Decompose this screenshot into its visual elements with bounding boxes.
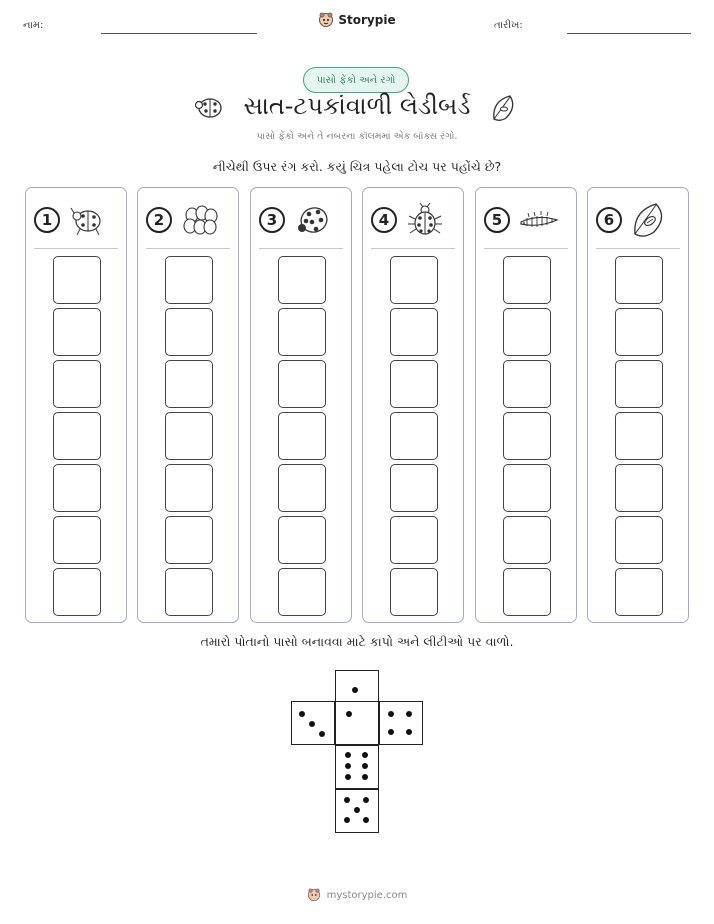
color-box[interactable] [53, 568, 101, 616]
footer-site[interactable]: mystorypie.com [326, 889, 408, 901]
pip [319, 731, 325, 737]
column-3 [250, 187, 352, 623]
color-box[interactable] [390, 464, 438, 512]
color-box[interactable] [278, 256, 326, 304]
pupa-leaf-icon [630, 201, 670, 239]
column-number: 2 [146, 207, 172, 233]
subtitle: પાસો ફેંકો અને તે નંબરના કૉલમમાં એક બૉક્સ રંગો. [256, 131, 458, 142]
color-box[interactable] [615, 568, 663, 616]
pip [362, 763, 368, 769]
instruction-text: નીચેથી ઉપર રંગ કરો. કયું ચિત્ર પહેલા ટોચ પર પહોંચે છે? [212, 159, 502, 174]
brand-name: Storypie [338, 13, 396, 27]
color-box[interactable] [503, 516, 551, 564]
column-1 [25, 187, 127, 623]
column-number: 1 [34, 207, 60, 233]
color-box[interactable] [53, 308, 101, 356]
pip [309, 721, 315, 727]
color-box[interactable] [615, 308, 663, 356]
pip [406, 729, 412, 735]
column-divider [371, 248, 455, 249]
egg-cluster-icon [180, 202, 220, 238]
pip [344, 817, 350, 823]
pip [345, 752, 351, 758]
column-number: 3 [259, 207, 285, 233]
pip [406, 711, 412, 717]
leaf-title-icon [490, 93, 518, 127]
name-label: નામ: [23, 20, 44, 31]
date-line [567, 33, 691, 34]
pip [346, 711, 352, 717]
color-box[interactable] [278, 360, 326, 408]
color-box[interactable] [390, 568, 438, 616]
color-box[interactable] [615, 256, 663, 304]
color-box[interactable] [53, 360, 101, 408]
color-box[interactable] [278, 568, 326, 616]
pip [344, 797, 350, 803]
storypie-mascot-icon [307, 888, 321, 902]
die-face-center [335, 701, 379, 745]
color-box[interactable] [53, 412, 101, 460]
color-box[interactable] [165, 308, 213, 356]
pip [362, 752, 368, 758]
color-box[interactable] [165, 516, 213, 564]
cut-instruction: તમારો પોતાનો પાસો બનાવવા માટે કાપો અને લીટીઓ પર વાળો. [200, 634, 514, 649]
column-divider [34, 248, 118, 249]
column-divider [146, 248, 230, 249]
color-box[interactable] [165, 256, 213, 304]
color-box[interactable] [615, 360, 663, 408]
color-box[interactable] [390, 412, 438, 460]
pip [345, 763, 351, 769]
color-box[interactable] [503, 464, 551, 512]
footer [0, 888, 714, 902]
column-number: 5 [484, 207, 510, 233]
storypie-mascot-icon [318, 12, 334, 28]
brand-logo [0, 12, 714, 28]
column-number: 6 [596, 207, 622, 233]
color-box[interactable] [53, 464, 101, 512]
color-box[interactable] [503, 412, 551, 460]
game-type-label: પાસો ફેંકો અને રંગો [316, 74, 396, 86]
die-face-4 [379, 701, 423, 745]
color-box[interactable] [165, 464, 213, 512]
color-box[interactable] [615, 412, 663, 460]
pip [363, 817, 369, 823]
color-box[interactable] [390, 360, 438, 408]
die-face-6 [335, 745, 379, 789]
color-box[interactable] [165, 360, 213, 408]
pip [354, 807, 360, 813]
pip [388, 729, 394, 735]
color-box[interactable] [165, 568, 213, 616]
spotted-ladybug-icon [293, 202, 333, 238]
page-title: સાત-ટપકાંવાળી લેડીબર્ડ [243, 92, 471, 120]
color-box[interactable] [165, 412, 213, 460]
color-box[interactable] [615, 464, 663, 512]
color-box[interactable] [503, 360, 551, 408]
pip [363, 797, 369, 803]
color-box[interactable] [615, 516, 663, 564]
color-box[interactable] [503, 256, 551, 304]
column-4 [362, 187, 464, 623]
column-2 [137, 187, 239, 623]
color-box[interactable] [278, 308, 326, 356]
color-box[interactable] [390, 308, 438, 356]
name-line [101, 33, 257, 34]
column-number: 4 [371, 207, 397, 233]
column-divider [259, 248, 343, 249]
pip [352, 687, 358, 693]
die-face-5 [335, 789, 379, 833]
larva-icon [518, 202, 560, 238]
column-6 [587, 187, 689, 623]
color-box[interactable] [503, 308, 551, 356]
color-box[interactable] [53, 516, 101, 564]
color-box[interactable] [503, 568, 551, 616]
date-label: તારીખ: [494, 20, 523, 31]
color-box[interactable] [390, 256, 438, 304]
pip [345, 774, 351, 780]
pip [388, 711, 394, 717]
pip [362, 774, 368, 780]
color-box[interactable] [390, 516, 438, 564]
color-box[interactable] [53, 256, 101, 304]
color-box[interactable] [278, 464, 326, 512]
ladybug-eggs-icon [68, 202, 108, 238]
column-divider [484, 248, 568, 249]
pip [299, 711, 305, 717]
column-divider [596, 248, 680, 249]
die-face-3 [291, 701, 335, 745]
color-box[interactable] [278, 516, 326, 564]
column-5 [475, 187, 577, 623]
color-box[interactable] [278, 412, 326, 460]
game-type-pill [303, 67, 409, 93]
ladybug-icon [405, 202, 445, 238]
